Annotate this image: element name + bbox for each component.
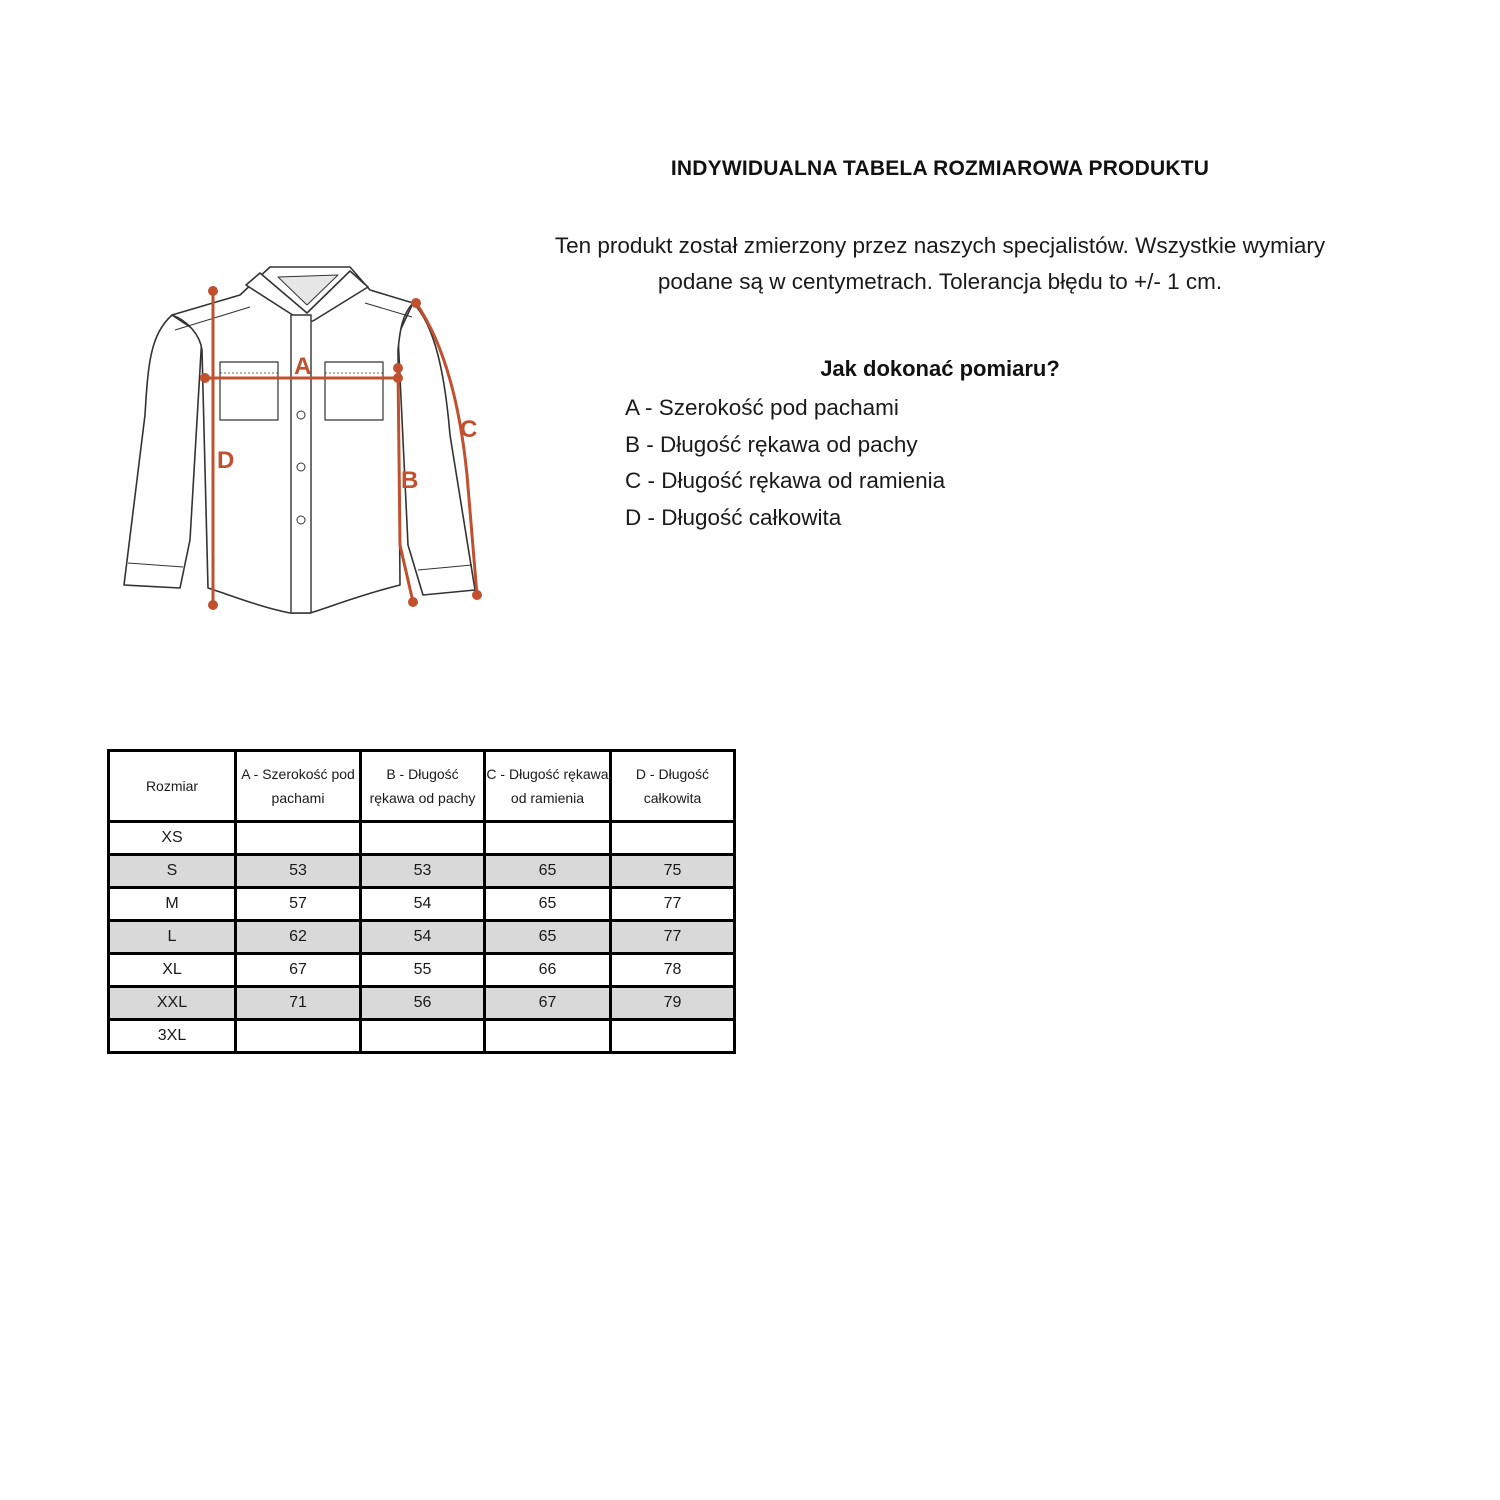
table-row	[109, 822, 735, 855]
intro-text	[490, 228, 1390, 300]
label-d: D	[217, 447, 235, 474]
measure-cell-a: 53	[236, 855, 361, 888]
measure-cell-b: 54	[361, 921, 485, 954]
legend-item-c: C - Długość rękawa od ramienia	[625, 468, 946, 493]
size-cell: 3XL	[109, 1020, 236, 1053]
left-sleeve	[124, 315, 202, 588]
shirt-diagram	[110, 255, 490, 625]
measure-cell-c	[485, 822, 611, 855]
size-cell: S	[109, 855, 236, 888]
table-row	[109, 921, 735, 954]
measure-cell-d: 77	[611, 921, 735, 954]
measure-cell-b	[361, 1020, 485, 1053]
intro-line-2: podane są w centymetrach. Tolerancja błędu to +/- 1 cm.	[657, 269, 1223, 294]
header-d: D - Długość całkowita	[611, 751, 735, 822]
measure-cell-c	[485, 1020, 611, 1053]
measure-cell-d	[611, 822, 735, 855]
table-row	[109, 888, 735, 921]
measurement-guide-title: Jak dokonać pomiaru?	[820, 356, 1060, 381]
measure-cell-c: 65	[485, 921, 611, 954]
page-title: INDYWIDUALNA TABELA ROZMIAROWA PRODUKTU	[670, 157, 1210, 180]
right-pocket	[325, 362, 383, 420]
measure-cell-b: 56	[361, 987, 485, 1020]
size-cell: XS	[109, 822, 236, 855]
table-header-row	[109, 751, 735, 822]
legend-item-d: D - Długość całkowita	[625, 504, 842, 530]
table-row	[109, 954, 735, 987]
measure-cell-d: 79	[611, 987, 735, 1020]
table-row	[109, 855, 735, 888]
measure-cell-d: 77	[611, 888, 735, 921]
measure-cell-b: 54	[361, 888, 485, 921]
measure-cell-c: 65	[485, 855, 611, 888]
measure-cell-a	[236, 822, 361, 855]
left-pocket	[220, 362, 278, 420]
button-icon	[297, 411, 305, 419]
legend-item-a: A - Szerokość pod pachami	[625, 395, 899, 420]
size-table	[107, 749, 736, 1054]
measure-cell-b: 53	[361, 855, 485, 888]
measure-cell-c: 66	[485, 954, 611, 987]
measure-cell-a: 62	[236, 921, 361, 954]
measure-cell-a: 67	[236, 954, 361, 987]
intro-line-1: Ten produkt został zmierzony przez naszych specjalistów. Wszystkie wymiary	[554, 233, 1326, 258]
size-cell: M	[109, 888, 236, 921]
measurement-legend	[625, 390, 945, 536]
measure-cell-c: 65	[485, 888, 611, 921]
size-cell: L	[109, 921, 236, 954]
legend-item-b: B - Długość rękawa od pachy	[625, 431, 918, 457]
size-cell: XL	[109, 954, 236, 987]
table-row	[109, 1020, 735, 1053]
header-c: C - Długość rękawa od ramienia	[485, 751, 611, 822]
table-row	[109, 987, 735, 1020]
measure-cell-c: 67	[485, 987, 611, 1020]
header-size: Rozmiar	[109, 751, 236, 822]
measure-cell-a: 71	[236, 987, 361, 1020]
measure-cell-a	[236, 1020, 361, 1053]
header-b: B - Długość rękawa od pachy	[361, 751, 485, 822]
measure-cell-b	[361, 822, 485, 855]
measure-line-b	[398, 368, 400, 545]
button-icon	[297, 516, 305, 524]
measure-cell-d: 78	[611, 954, 735, 987]
button-icon	[297, 463, 305, 471]
measure-cell-a: 57	[236, 888, 361, 921]
header-a: A - Szerokość pod pachami	[236, 751, 361, 822]
label-b: B	[401, 467, 419, 494]
measure-cell-d	[611, 1020, 735, 1053]
label-c: C	[460, 416, 478, 443]
measure-cell-b: 55	[361, 954, 485, 987]
measure-cell-d: 75	[611, 855, 735, 888]
shirt-outline	[124, 267, 478, 613]
size-cell: XXL	[109, 987, 236, 1020]
label-a: A	[294, 353, 312, 380]
